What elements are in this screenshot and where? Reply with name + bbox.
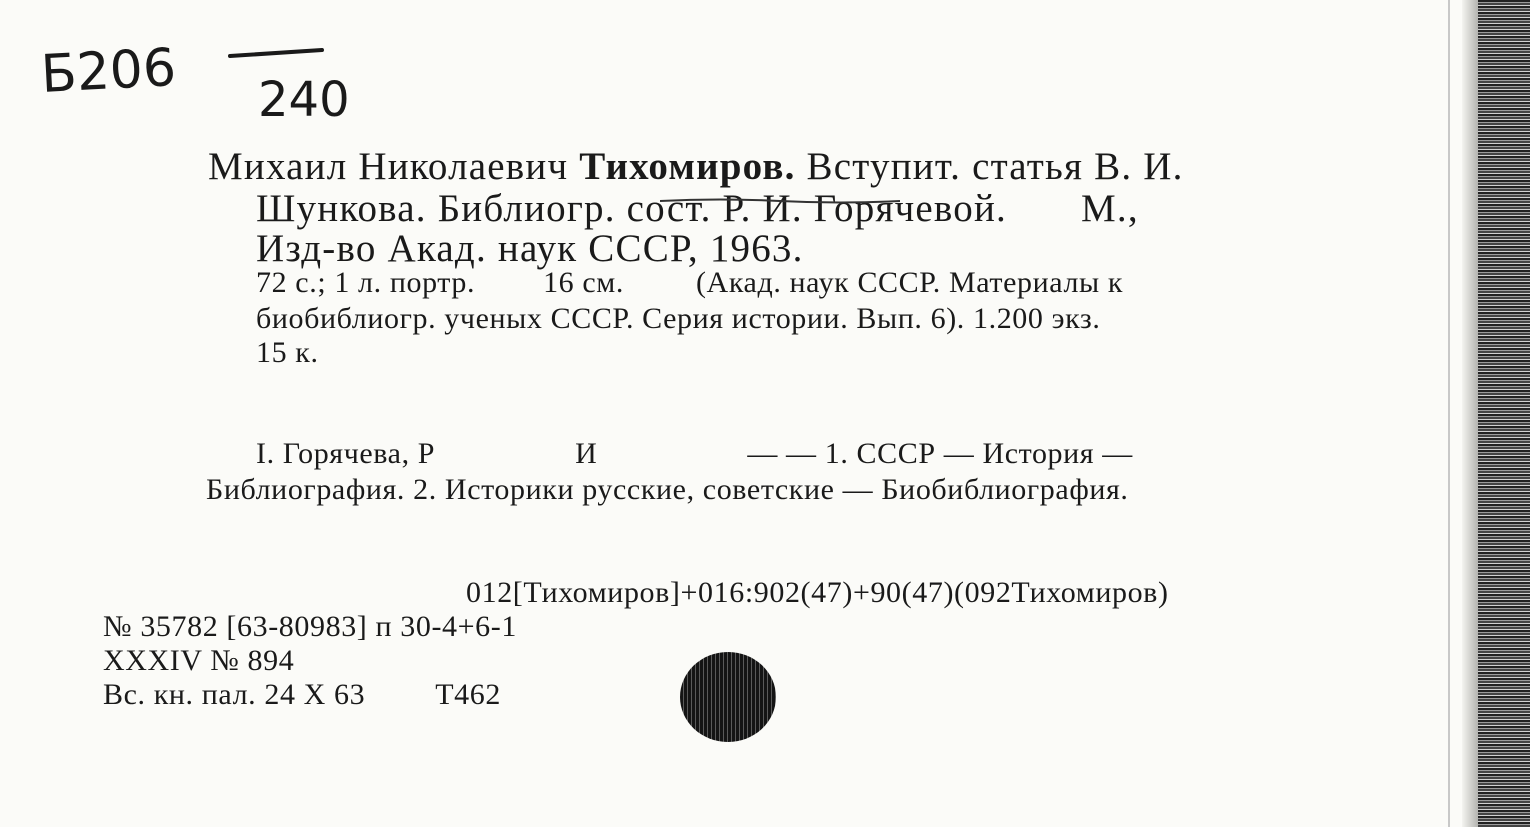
- tracing-initial: И: [575, 437, 598, 470]
- entry-intro-statement: Вступит. статья В. И.: [795, 145, 1184, 188]
- tracing-name: I. Горячева, Р: [256, 437, 436, 470]
- entry-line-1: [208, 144, 1184, 189]
- handwritten-shelf-mark-text: Б206: [40, 38, 178, 105]
- entry-line-2: [256, 186, 1139, 231]
- description-series: (Акад. наук СССР. Материалы к: [695, 266, 1124, 299]
- handwritten-shelf-mark-drawing: [40, 30, 400, 130]
- description-size: 16 см.: [543, 266, 624, 299]
- scan-edge-noise: [1478, 0, 1530, 827]
- handwritten-shelf-mark: [40, 30, 400, 130]
- entry-author-given: Михаил Николаевич: [208, 145, 580, 188]
- chamber-date: Вс. кн. пал. 24 X 63: [103, 678, 366, 711]
- entry-city: М.,: [1081, 187, 1139, 230]
- udc-code: 012[Тихомиров]+016:902(47)+90(47)(092Тихомиров): [466, 576, 1169, 609]
- handwritten-overline: [230, 50, 322, 56]
- entry-publisher: Изд-во Акад. наук СССР, 1963.: [256, 227, 804, 270]
- description-price: 15 к.: [256, 336, 319, 369]
- tracings-line-2: Библиография. 2. Историки русские, советские — Биобиблиография.: [206, 473, 1129, 506]
- tracing-subjects: — — 1. СССР — История —: [747, 437, 1133, 470]
- description-pages: 72 с.; 1 л. портр.: [256, 266, 476, 299]
- card-edge-line: [1448, 0, 1450, 827]
- pen-underline: [660, 198, 900, 204]
- entry-author-surname: Тихомиров.: [579, 145, 796, 188]
- record-number: № 35782 [63-80983] п 30-4+6-1: [103, 610, 517, 643]
- series-number: XXXIV № 894: [103, 644, 295, 677]
- description-line-1: [256, 266, 1123, 300]
- chamber-line: [103, 678, 501, 712]
- order-number: Т462: [435, 678, 501, 711]
- punch-hole: [680, 652, 776, 742]
- handwritten-number-text: 240: [258, 72, 350, 128]
- card-edge-shadow: [1462, 0, 1478, 827]
- tracings-line-1: [256, 437, 1133, 471]
- entry-compiler: Шункова. Библиогр. сост. Р. И. Горячевой.: [256, 187, 1007, 230]
- description-line-2: биобиблиогр. ученых СССР. Серия истории. Вып. 6). 1.200 экз.: [256, 302, 1101, 335]
